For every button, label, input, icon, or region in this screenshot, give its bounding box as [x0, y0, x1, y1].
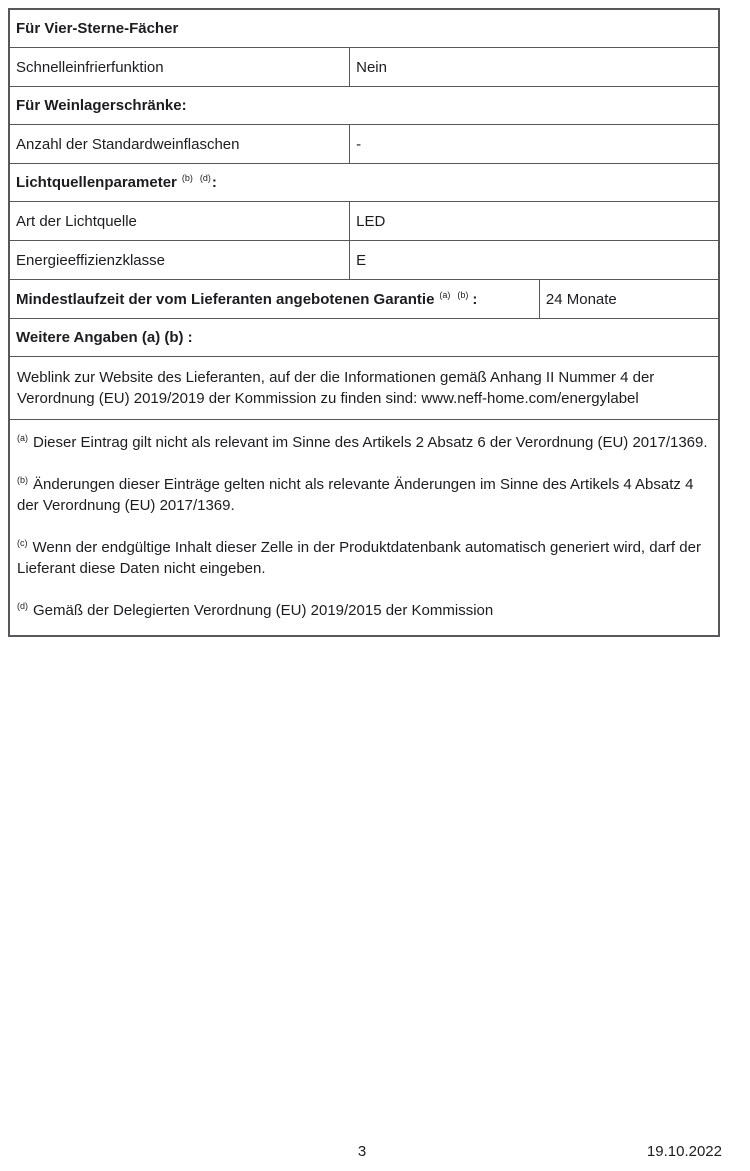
- row-label: Anzahl der Standardweinflaschen: [16, 135, 240, 153]
- weblink-text: Weblink zur Website des Lieferanten, auf der die Informationen gemäß Anhang II Nummer 4 der Verordnung (EU) 2019/2019 der Kommission zu finden sind: www.neff-home.com/energylabel: [17, 369, 655, 407]
- document-date: 19.10.2022: [646, 1143, 722, 1160]
- section-label: Für Weinlagerschränke:: [16, 97, 187, 114]
- product-fiche-table: [8, 8, 720, 637]
- footnote-ref: (b): [457, 289, 469, 300]
- row-value: -: [356, 135, 362, 153]
- section-label: Lichtquellenparameter: [16, 174, 177, 191]
- row-value: E: [356, 251, 367, 269]
- section-header-four-star-compartments: [10, 10, 718, 47]
- footnote-c: [17, 537, 711, 579]
- footnote-marker: (c): [17, 538, 28, 548]
- section-label: Für Vier-Sterne-Fächer: [16, 20, 179, 37]
- footnote-text: Wenn der endgültige Inhalt dieser Zelle in der Produktdatenbank automatisch generiert wird, darf der Lieferant diese Daten nicht eingeben.: [17, 539, 701, 577]
- row-label-wrap: [16, 291, 477, 308]
- row-label: Art der Lichtquelle: [16, 212, 137, 230]
- section-label-suffix: :: [211, 174, 217, 191]
- row-value: LED: [356, 212, 386, 230]
- row-label-cell: [10, 241, 349, 279]
- row-value: Nein: [356, 58, 387, 76]
- footnote-b: [17, 474, 711, 516]
- row-value: 24 Monate: [545, 290, 617, 308]
- table-row-wine-bottles: [10, 124, 718, 163]
- footnote-ref: (a): [439, 289, 451, 300]
- footnote-ref: (b): [181, 173, 193, 183]
- footnote-text: Gemäß der Delegierten Verordnung (EU) 2019/2015 der Kommission: [33, 602, 494, 619]
- row-label-cell: [10, 202, 349, 240]
- row-label-cell: [10, 125, 349, 163]
- footnote-marker: (a): [17, 433, 28, 443]
- row-value-cell: [349, 125, 718, 163]
- row-label: Mindestlaufzeit der vom Lieferanten angebotenen Garantie: [16, 290, 435, 308]
- table-row-fast-freeze: [10, 47, 718, 86]
- table-row-light-source-type: [10, 201, 718, 240]
- footnote-marker: (b): [17, 475, 28, 485]
- footnote-a: [17, 432, 711, 453]
- row-label: Schnelleinfrierfunktion: [16, 58, 164, 76]
- section-header-wine-storage: [10, 86, 718, 124]
- footnote-d: [17, 600, 711, 621]
- footnote-text: Änderungen dieser Einträge gelten nicht als relevante Änderungen im Sinne des Artikels 4 Absatz 4 der Verordnung (EU) 2017/1369.: [17, 476, 694, 514]
- footnote-marker: (d): [17, 601, 28, 611]
- weblink-text-row: [10, 356, 718, 419]
- section-header-further-details: [10, 318, 718, 356]
- section-label: Weitere Angaben (a) (b) :: [16, 329, 193, 346]
- row-label-suffix: :: [472, 290, 478, 308]
- table-row-guarantee: [10, 279, 718, 318]
- page-number: 3: [357, 1143, 367, 1160]
- footnote-ref: (d): [199, 173, 211, 183]
- row-label-cell: [10, 48, 349, 86]
- row-value-cell: [349, 48, 718, 86]
- row-value-cell: [349, 202, 718, 240]
- page-footer: [0, 1143, 750, 1165]
- row-label: Energieeffizienzklasse: [16, 251, 165, 269]
- footnote-text: Dieser Eintrag gilt nicht als relevant im Sinne des Artikels 2 Absatz 6 der Verordnung (EU) 2017/1369.: [33, 434, 708, 451]
- row-value-cell: [349, 241, 718, 279]
- section-header-light-source-parameters: [10, 163, 718, 201]
- footnotes-section: [10, 419, 718, 635]
- row-value-cell: [539, 280, 718, 318]
- row-label-cell: [10, 280, 539, 318]
- table-row-energy-class: [10, 240, 718, 279]
